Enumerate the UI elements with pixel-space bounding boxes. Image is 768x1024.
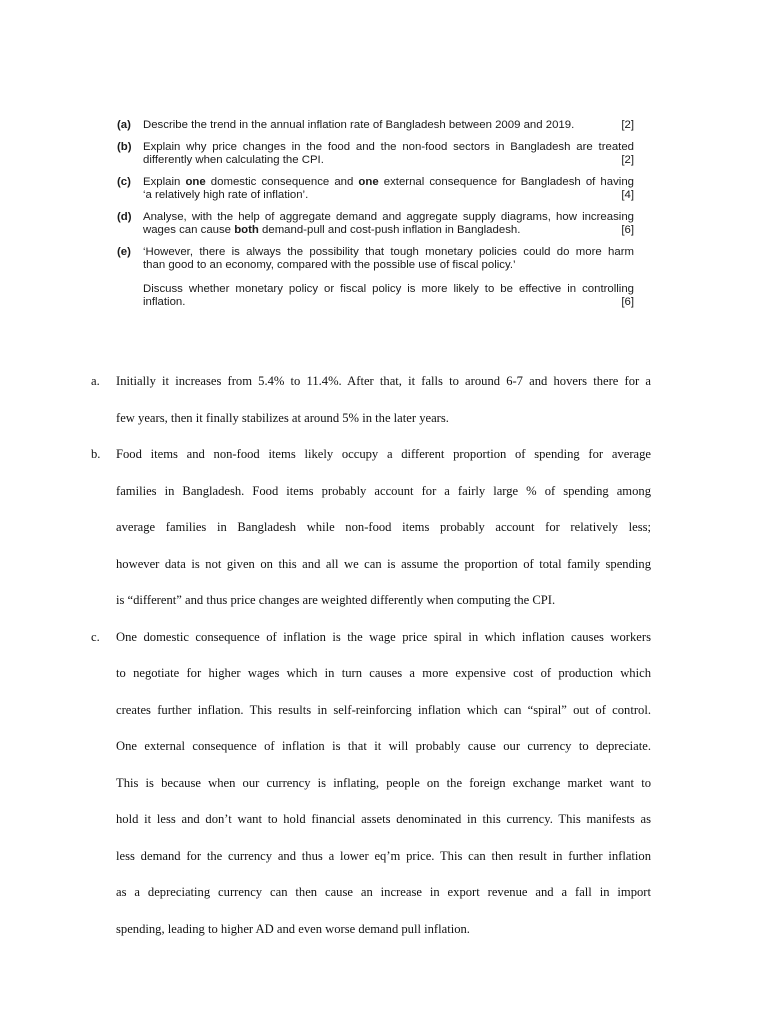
question-d (117, 211, 634, 238)
answer-line: families in Bangladesh. Food items probably account for a fairly large % of spending among (116, 483, 651, 498)
question-marks: [2] (621, 119, 634, 131)
question-marks: [4] (621, 189, 634, 201)
answer-line: creates further inflation. This results in self-reinforcing inflation which can “spiral” out of control. (116, 702, 651, 717)
question-text: Analyse, with the help of aggregate demand and aggregate supply diagrams, how increasing (143, 210, 634, 223)
question-marks: [6] (621, 224, 634, 236)
answers (91, 363, 651, 947)
answer-line: as a depreciating currency can then cause an increase in export revenue and a fall in import (116, 885, 651, 899)
question-c (117, 176, 634, 203)
answer-line: One domestic consequence of inflation is the wage price spiral in which inflation causes workers (116, 629, 651, 644)
answer-line: average families in Bangladesh while non-food items probably account for relatively less; (116, 520, 651, 534)
question-e (117, 246, 634, 310)
answer-a (91, 363, 651, 436)
question-text: than good to an economy, compared with the possible use of fiscal policy.’ (143, 259, 516, 271)
answer-letter: a. (91, 374, 100, 388)
answer-line: This is because when our currency is inflating, people on the foreign exchange market want to (116, 775, 651, 790)
question-text: Describe the trend in the annual inflation rate of Bangladesh between 2009 and 2019. (143, 119, 575, 131)
exam-questions (117, 119, 634, 318)
question-text: Discuss whether monetary policy or fiscal policy is more likely to be effective in controlling (143, 282, 634, 295)
question-text: wages can cause both demand-pull and cost-push inflation in Bangladesh. (143, 224, 521, 236)
answer-line: Food items and non-food items likely occupy a different proportion of spending for average (116, 447, 651, 461)
question-text: differently when calculating the CPI. (143, 154, 324, 166)
question-letter: (c) (117, 175, 131, 188)
question-text: Explain one domestic consequence and one external consequence for Bangladesh of having (143, 175, 634, 188)
answer-line: less demand for the currency and thus a lower eq’m price. This can then result in further inflation (116, 848, 651, 863)
answer-line: spending, leading to higher AD and even worse demand pull inflation. (116, 921, 470, 936)
question-marks: [6] (621, 296, 634, 308)
question-text: ‘However, there is always the possibility that tough monetary policies could do more harm (143, 245, 634, 258)
question-letter: (a) (117, 119, 131, 131)
question-b (117, 141, 634, 168)
answer-line: however data is not given on this and all we can is assume the proportion of total family spending (116, 556, 651, 571)
question-text: Explain why price changes in the food and the non-food sectors in Bangladesh are treated (143, 140, 634, 153)
question-letter: (e) (117, 245, 131, 258)
answer-line: is “different” and thus price changes are weighted differently when computing the CPI. (116, 593, 556, 607)
answer-line: to negotiate for higher wages which in turn causes a more expensive cost of production which (116, 666, 651, 680)
question-text: ‘a relatively high rate of inflation’. (143, 189, 309, 201)
answer-line: few years, then it finally stabilizes at around 5% in the later years. (116, 410, 449, 425)
question-marks: [2] (621, 154, 634, 166)
question-text: inflation. (143, 296, 186, 308)
answer-letter: b. (91, 447, 101, 461)
answer-line: One external consequence of inflation is that it will probably cause our currency to depreciate. (116, 739, 651, 753)
answer-letter: c. (91, 629, 100, 644)
question-letter: (d) (117, 210, 132, 223)
answer-b (91, 436, 651, 619)
answer-c (91, 619, 651, 948)
question-a (117, 119, 634, 133)
answer-line: hold it less and don’t want to hold financial assets denominated in this currency. This manifests as (116, 812, 651, 826)
answer-line: Initially it increases from 5.4% to 11.4%. After that, it falls to around 6-7 and hovers there for a (116, 374, 651, 388)
question-letter: (b) (117, 140, 132, 153)
